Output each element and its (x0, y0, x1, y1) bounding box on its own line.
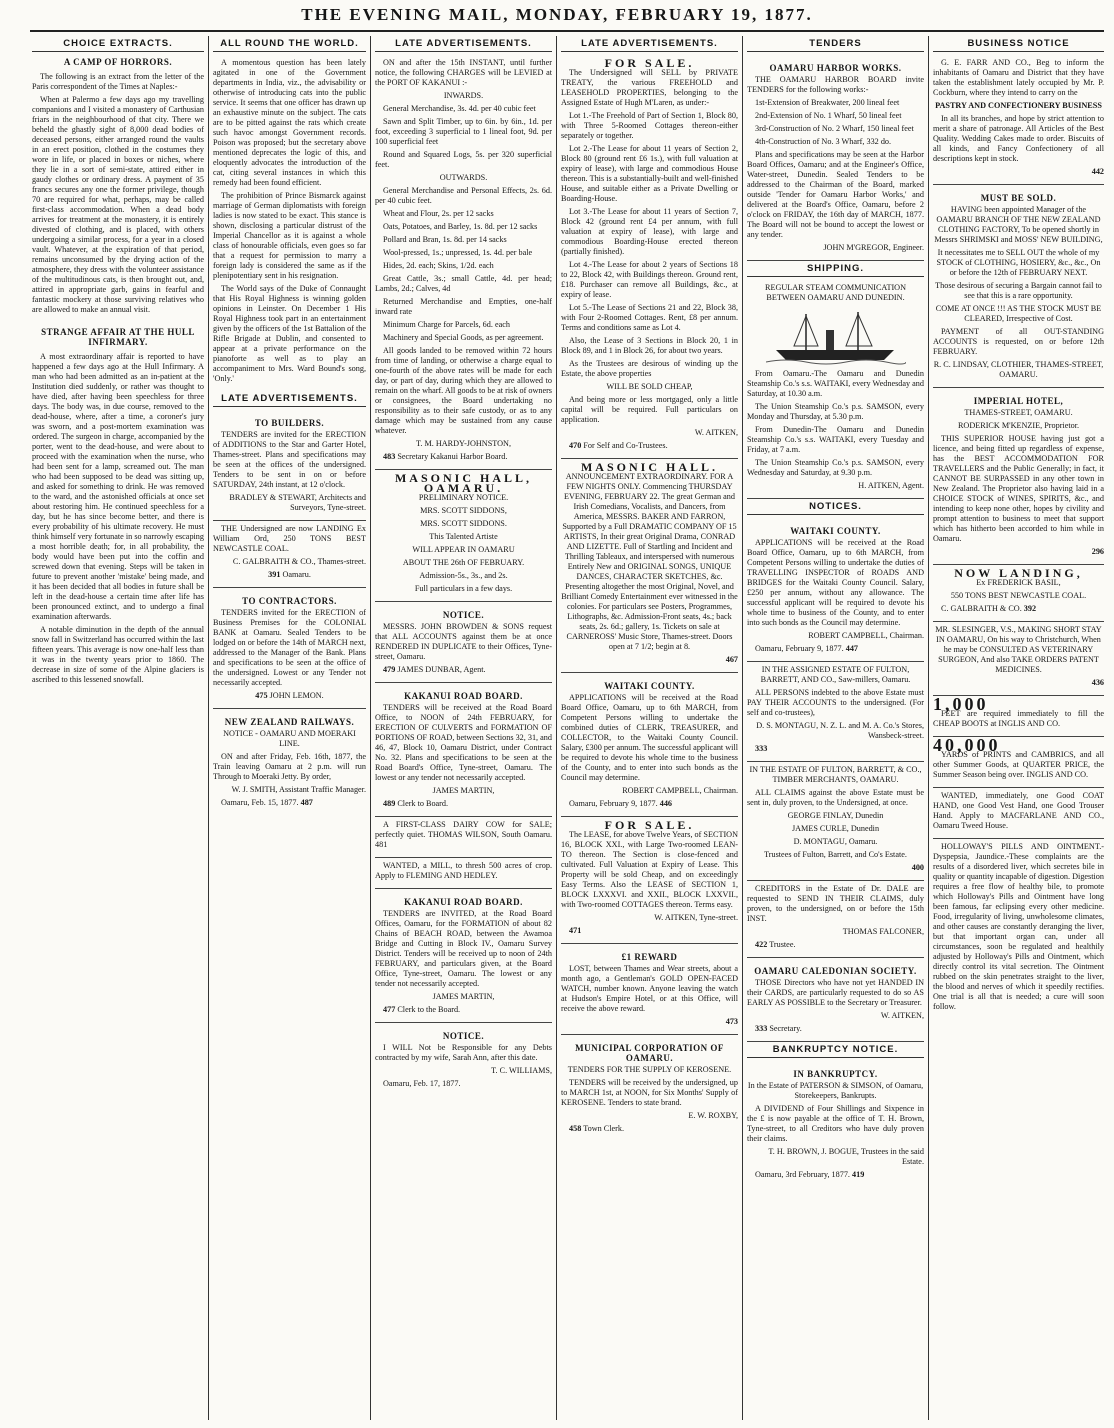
ad-emphasis: COME AT ONCE !!! AS THE STOCK MUST BE CLEARED, Irrespective of Cost. (935, 304, 1102, 323)
ad-number: 458 (569, 1124, 582, 1133)
column-2 (208, 36, 370, 1420)
lot-item: Lot 2.-The Lease for about 11 years of Section 2, Block 80 (ground rent £6 1s.), with full valuation at expiry of lease), with large and commodious House thereon. This is a substantially-built and well-finished House, and suitable either as a Private Dwelling or Boarding-House. (561, 144, 738, 203)
lot-item: Lot 5.-The Lease of Sections 21 and 22, Block 38, with Four 2-Roomed Cottages. Rent, £8 per annum. Terms and conditions same as Lot 4. (561, 303, 738, 332)
ad-now-landing-coal (933, 565, 1104, 622)
ad-body: The LEASE, for above Twelve Years, of SECTION 16, BLOCK XXI., with Large Two-roomed LEAN-TO thereon. The Section is close-fenced and cultivated. Full Valuation at Expiry of Lease. This Property will be sold Cheap, and on exceedingly Easy Terms. Also the LEASE of SECTION 1, BLOCK LXXXVI. and XXII., BLOCK LXXVII., with Two-roomed COTTAGES thereon. Terms easy. (561, 830, 738, 909)
ad-title: TO BUILDERS. (254, 418, 325, 428)
ad-number: 477 (383, 1005, 396, 1014)
ad-number: 479 (383, 665, 396, 674)
ad-steam-communication (747, 280, 924, 499)
ad-body: ALL CLAIMS against the above Estate must be sent in, duly proven, to the Undersigned, at once. (747, 788, 924, 807)
heading-choice-extracts: CHOICE EXTRACTS. (32, 39, 204, 52)
ad-headline: FOR SALE. (604, 818, 695, 832)
ad-masonic-hall-preliminary (375, 470, 552, 602)
ad-must-be-sold (933, 185, 1104, 388)
article-world-news (213, 55, 366, 391)
ad-farr-pastry (933, 55, 1104, 185)
ad-footer: 458 Town Clerk. (569, 1124, 625, 1133)
ad-line: WILL APPEAR IN OAMARU (412, 545, 515, 554)
ad-number: 422 (755, 940, 768, 949)
ad-line: Admission-5s., 3s., and 2s. (419, 571, 508, 580)
ad-body: TENDERS invited for the ERECTION of Business Premises for the COLONIAL BANK at Oamaru. Sealed Tenders to be lodged on or before the 14th of MARCH next, addressed to the Manager of the Bank. Plans and specifications to be seen at the office of the undersigned. Lowest or any Tender not necessarily accepted. (213, 608, 366, 687)
article-hull-infirmary (32, 349, 204, 692)
ad-line: MRS. SCOTT SIDDONS. (420, 519, 507, 528)
ad-number: 467 (725, 655, 738, 664)
ad-railways (213, 709, 366, 815)
ad-headline: NOW LANDING, (954, 566, 1083, 580)
ad-imperial-hotel (933, 388, 1104, 565)
ad-waitaki-county-inspector (747, 518, 924, 662)
ad-kakanui-road-board-beach-road (375, 889, 552, 1023)
heading-all-round-the-world: ALL ROUND THE WORLD. (213, 39, 366, 52)
ad-number: 447 (845, 644, 859, 653)
ad-title: KAKANUI ROAD BOARD. (404, 897, 523, 907)
ad-signature: T. C. WILLIAMS, (491, 1066, 552, 1075)
ad-body: TENDERS will be received by the undersigned, up to MARCH 1st, at NOON, for Six Months' Supply of KEROSENE. Tenders to state brand. (561, 1078, 738, 1107)
ad-signature: T. M. HARDY-JOHNSTON, (416, 439, 511, 448)
lot-item: Lot 3.-The Lease for about 11 years of Section 7, Block 42 (ground rent £4 per annum, with full valuation at expiry of lease), with large and commodious Boarding-House erected thereon (partially finished). (561, 207, 738, 256)
ad-signature: D. MONTAGU, Oamaru. (793, 837, 878, 846)
ad-body: A FIRST-CLASS DAIRY COW for SALE; perfectly quiet. THOMAS WILSON, South Oamaru. 481 (375, 820, 552, 849)
ad-body: TENDERS are INVITED, at the Road Board Offices, Oamaru, for the FORMATION of about 82 Chains of BEACH ROAD, between the Awamoa Bridge and Cutting in Block IV., Oamaru Survey District. Tenders will be received up to noon of 24th FEBRUARY, and particulars given, at the Board Office, Tyne-street, Oamaru. The lowest or any tender not necessarily accepted. (375, 909, 552, 988)
ad-title: NOTICE. (442, 610, 485, 620)
ad-footer: 483 Secretary Kakanui Harbor Board. (383, 452, 508, 461)
ad-caledonian-society (747, 958, 924, 1042)
rate-item: Round and Squared Logs, 5s. per 320 superficial feet. (375, 150, 552, 169)
ad-body: APPLICATIONS will be received at the Road Board Office, Oamaru, up to 6th MARCH, from Competent Persons willing to undertake the combined duties of CLERK, TREASURER, and COLLECTOR, to the Waitaki County Council. Salary, £300 per annum. The successful applicant will be required to devote his whole time to the business of the County, and to enter into such bonds as the Council may determine. (561, 693, 738, 782)
ad-body: Plans and specifications may be seen at the Harbor Board Offices, Oamaru; and at the Engineer's Office, Water-street, Dunedin. Sealed Tenders to be addressed to the Chairman of the Board, marked outside 'Tender for Oamaru Harbor Works,' and delivered at the Board's Office, Oamaru, before 2 o'clock on FRIDAY, the 16th day of MARCH, 1877. The Board will not be bound to accept the lowest or any tender. (747, 150, 924, 239)
ad-body: ANNOUNCEMENT EXTRAORDINARY. FOR A FEW NIGHTS ONLY. Commencing THURSDAY EVENING, FEBRUARY 22. The great German and Irish Comedians, Vocalists, and Dancers, from America, MESSRS. BAKER AND FARRON, Supported by a Full DRAMATIC COMPANY OF 15 ARTISTS, In their great Original Drama, CONRAD AND LIZETTE. Full of Startling and Incident and Thrilling Tableaux, and interspersed with numerous Entirely New and ORIGINAL SONGS, UNIQUE DANCES, CHARACTER SKETCHES, &c. Presenting altogether the most Original, Novel, and Brilliant Comedy Entertainment ever witnessed in the colonies. For particulars see Posters, Programmes, Lithographs, &c. Admission-Front seats, 4s.; back seats, 2s. 6d.; gallery, 1s. Tickets on sale at CARNEROSS' Music Store, Thames-street. Doors open at 7 1/2; begin at 8. (561, 472, 738, 651)
masthead-rule (30, 30, 1104, 32)
ad-emphasis: PASTRY AND CONFECTIONERY BUSINESS (935, 101, 1102, 110)
ad-number: 489 (383, 799, 396, 808)
ad-body: REGULAR STEAM COMMUNICATION BETWEEN OAMARU AND DUNEDIN. (764, 283, 906, 302)
ad-footer (213, 570, 366, 580)
paragraph: The prohibition of Prince Bismarck against marriage of German diplomatists with foreign ladies is now stated to be exact. This stance is shown, disclosing a particular distrust of the Imperial Chancellor as it is against a whole class of honourable officials, even goes so far that a request for permission to marry a foreign lady is considered the same as if the plenipotentiary sent in his resignation. (213, 191, 366, 280)
ad-title: IN THE ESTATE OF FULTON, BARRETT, & CO., TIMBER MERCHANTS, OAMARU. (749, 765, 922, 784)
ad-signature: GEORGE FINLAY, Dunedin (787, 811, 884, 820)
ad-body: THE Undersigned are now LANDING Ex William Ord, 250 TONS BEST NEWCASTLE COAL. (213, 524, 366, 553)
ad-body: Those desirous of securing a Bargain cannot fail to see that this is a rare opportunity. (935, 281, 1102, 300)
ad-signature: BRADLEY & STEWART, Architects and Surveyors, Tyne-street. (229, 493, 366, 512)
ad-headline: MASONIC HALL. (580, 460, 718, 474)
rate-item: Wool-pressed, 1s.; unpressed, 1s. 4d. per bale (383, 248, 533, 257)
ad-body: ON and after the 15th INSTANT, until further notice, the following CHARGES will be LEVIED at the PORT OF KAKANUI :- (375, 58, 552, 87)
ad-signature: JOHN LEMON. (269, 691, 324, 700)
ad-number: 419 (852, 1170, 865, 1179)
ad-footer: 333 Secretary. (755, 1024, 802, 1033)
rate-item: Returned Merchandise and Empties, one-half inward rate (375, 297, 552, 316)
ad-inglis-boots (933, 696, 1104, 737)
ad-number: 296 (1091, 547, 1104, 556)
ad-body: HAVING been appointed Manager of the OAMARU BRANCH OF THE NEW ZEALAND CLOTHING FACTORY, To be opened shortly in Messrs SHRIMSKI and MOSS' NEW BUILDING, (934, 205, 1103, 244)
paragraph: When at Palermo a few days ago my travelling companions and I visited a monastery of Carthusian friars in the neighbourhood of that city. There we beheld the ghastly sight of 8,000 dead bodies of deceased persons, either arranged round the vaults in an erect position, clothed in the costumes they wore in life, or placed in boxes or niches, where they lie in a sort of semi-state, attired either in gaudy clothes or ordinary dress. A payment of 35 francs secures any one the former privilege, though 70 are required for what, perhaps, may be called first-class accommodation. When a dead body arrives for treatment at the monastery, it is entirely divested of clothing, and is placed, with others undergoing a similar process, for a year in a closed vault. Whatever, at the expiration of that period, remains unconsumed by the drying action of the atmosphere, they dress with the volunteer assistance of the multitudinous cats, is then brought out, and, attired in appropriate garb, gains in fearful and fantastic mockery at those surviving relatives who are allowed to make an annual visit. (32, 95, 204, 314)
ad-body: WANTED, immediately, one Good COAT HAND, one Good Vest Hand, one Good Trouser Hand. Apply to MACFARLANE AND CO., Oamaru Tweed House. (933, 791, 1104, 830)
ad-reward (561, 944, 738, 1035)
ad-title: IN BANKRUPTCY. (793, 1069, 878, 1079)
ad-title: KAKANUI ROAD BOARD. (404, 691, 523, 701)
route-item: The Union Steamship Co.'s p.s. SAMSON, every Monday and Thursday, at 5.30 p.m. (747, 402, 924, 421)
ad-kakanui-road-board-culverts (375, 683, 552, 817)
article-title: A CAMP OF HORRORS. (63, 57, 173, 67)
ad-slesinger-vet (933, 622, 1104, 696)
ad-headline: 1,000 (933, 694, 989, 714)
ad-emphasis: WILL BE SOLD CHEAP, (606, 382, 693, 391)
paragraph: A notable diminution in the depth of the annual snow fall in Switzerland has occurred within the last fifteen years. This average is now one-half less than it was in the twenty years prior to 1860. The decrease in size of some of the Alpine glaciers is ascribed to this lessened snowfall. (32, 625, 204, 684)
ad-body: THE OAMARU HARBOR BOARD invite TENDERS for the following works:- (747, 75, 924, 94)
rate-item: General Merchandise, 3s. 4d. per 40 cubic feet (383, 104, 536, 113)
lot-item: Lot 1.-The Freehold of Part of Section 1, Block 80, with Three 5-Roomed Cottages thereon-either separately or together. (561, 111, 738, 140)
rate-item: General Merchandise and Personal Effects, 2s. 6d. per 40 cubic feet. (375, 186, 552, 205)
ad-subheading: TENDERS FOR THE SUPPLY OF KEROSENE. (567, 1065, 732, 1074)
ad-waitaki-county-clerk (561, 673, 738, 817)
ad-body: ON and after Friday, Feb. 16th, 1877, the Train leaving Oamaru at 2 p.m. will run Through to Moeraki Jetty. By order, (213, 752, 366, 781)
ad-wanted-mill (375, 858, 552, 889)
ad-body: WANTED, a MILL, to thresh 500 acres of crop. Apply to FLEMING AND HEDLEY. (375, 861, 552, 880)
ad-body: THOSE Directors who have not yet HANDED IN their CARDS, are particularly requested to do so AS EARLY AS POSSIBLE to the Secretary or Treasurer. (747, 978, 924, 1007)
heading-tenders: TENDERS (747, 39, 924, 52)
ad-body: The Undersigned will SELL by PRIVATE TREATY, the various FREEHOLD and LEASEHOLD PROPERTIES, belonging to the Assigned Estate of Hugh M'Laren, as under:- (561, 68, 738, 107)
ad-for-sale-properties (561, 55, 738, 459)
ad-signature: E. W. ROXBY, (688, 1111, 738, 1120)
ad-number: 473 (725, 1017, 738, 1026)
ad-body: PAYMENT of all OUT-STANDING ACCOUNTS is requested, on or before 12th FEBRUARY. (933, 327, 1104, 356)
ad-headline: MASONIC HALL, OAMARU. (394, 471, 532, 495)
ad-title: WAITAKI COUNTY. (604, 681, 695, 691)
ad-signature: ROBERT CAMPBELL, Chairman. (622, 786, 738, 795)
article-title: STRANGE AFFAIR AT THE HULL INFIRMARY. (41, 327, 195, 347)
paragraph: The following is an extract from the letter of the Paris correspondent of the Times at Naples:- (32, 72, 204, 91)
ad-footer: 489 Clerk to Board. (383, 799, 449, 808)
ad-fulton-barrett-claims (747, 762, 924, 881)
ad-number: 471 (569, 926, 582, 935)
ad-body: TENDERS are invited for the ERECTION of ADDITIONS to the Star and Garter Hotel, Thames-street. Plans and specifications may be seen at the offices of the undersigned. Tenders to be sent in on or before SATURDAY, 24th instant, at 12 o'clock. (213, 430, 366, 489)
ad-subheading: THAMES-STREET, OAMARU. (964, 408, 1073, 417)
ad-title: IN THE ASSIGNED ESTATE OF FULTON, BARRETT, AND CO., Saw-millers, Oamaru. (760, 665, 911, 684)
paragraph: A momentous question has been lately agitated in one of the Government departments in India, viz., the advisability or otherwise of introducing cats into the public service. It seems that one officer has drawn up an exhaustive minute on the subject. The cats are to be pitted against the rats which create such havoc amongst Government records. Poison was proposed; but the secretary above mentioned deprecates the logic of this, and eloquently advocates the introduction of the cat, citing several instances in which this remedy had been found efficient. (213, 58, 366, 187)
ad-body: CREDITORS in the Estate of Dr. DALE are requested to SEND IN THEIR CLAIMS, duly proven, to the undersigned, on or before the 15th INST. (747, 884, 924, 923)
ad-number: 487 (300, 798, 313, 807)
ad-coal-landing (213, 521, 366, 588)
ad-line: ABOUT THE 26th OF FEBRUARY. (402, 558, 525, 567)
ad-date: Oamaru, 3rd February, 1877. 419 (755, 1170, 865, 1179)
ad-body: As the Trustees are desirous of winding up the Estate, the above properties (561, 359, 738, 378)
ad-signature: JAMES MARTIN, (432, 992, 495, 1001)
ad-title: NOTICE. (442, 1031, 485, 1041)
route-item: From Oamaru.-The Oamaru and Dunedin Steamship Co.'s s.s. WAITAKI, every Wednesday and Saturday, at 10.30 a.m. (747, 369, 924, 398)
ad-masonic-hall-extraordinary (561, 459, 738, 673)
ad-title: MUNICIPAL CORPORATION OF OAMARU. (575, 1043, 724, 1063)
column-1 (28, 36, 208, 1420)
ad-body: A DIVIDEND of Four Shillings and Sixpence in the £ is now payable at the office of T. H. Brown, Tyne-street, to all Creditors who have duly proven their claims. (747, 1104, 924, 1143)
route-item: The Union Steamship Co.'s p.s. SAMSON, every Wednesday and Saturday, at 9.30 p.m. (747, 458, 924, 477)
ad-body: FEET are required immediately to fill the CHEAP BOOTS at INGLIS AND CO. (933, 709, 1104, 728)
ad-footer: C. GALBRAITH & CO. 392 (941, 604, 1037, 613)
ad-body: TENDERS will be received at the Road Board Office, to NOON of 24th FEBRUARY, for ERECTION OF CULVERTS and FORMATION OF PORTIONS OF ROAD, between Sections 32, 31, and 46, 47, Block 10, Oamaru District, under Contract No. 32. Plans and specifications to be seen at the Road Board's Office, Tyne-street, Oamaru. The lowest or any tender not necessarily accepted. (375, 703, 552, 782)
ad-subheading: In the Estate of PATERSON & SIMSON, of Oamaru, Storekeepers, Bankrupts. (747, 1081, 924, 1100)
ad-body: 550 TONS BEST NEWCASTLE COAL. (950, 591, 1087, 600)
ad-signature: W. AITKEN, (694, 428, 738, 437)
ad-date: Oamaru, Feb. 17, 1877. (383, 1079, 461, 1088)
tender-item: 3rd-Construction of No. 2 Wharf, 150 lineal feet (755, 124, 914, 133)
ad-subheading: INWARDS. (443, 91, 484, 100)
ad-signature: JAMES CURLE, Dunedin (791, 824, 880, 833)
ad-place: Oamaru. (282, 570, 311, 579)
ad-subheading: PRELIMINARY NOTICE. (418, 493, 509, 502)
tender-item: 4th-Construction of No. 3 Wharf, 332 do. (755, 137, 892, 146)
ad-body: MESSRS. JOHN BROWDEN & SONS request that ALL ACCOUNTS against them be at once RENDERED IN DUPLICATE to their Offices, Tyne-street, Oamaru. (375, 622, 552, 661)
ad-inglis-prints (933, 737, 1104, 788)
ad-footer: 422 Trustee. (755, 940, 796, 949)
heading-bankruptcy-notice: BANKRUPTCY NOTICE. (747, 1045, 924, 1058)
ad-wanted-coat-hand (933, 788, 1104, 839)
ad-body: MR. SLESINGER, V.S., MAKING SHORT STAY IN OAMARU, On his way to Christchurch, When he may be CONSULTED AS VETERINARY SURGEON, And also TAKE ORDERS PATENT MEDICINES. (935, 625, 1102, 674)
rate-item: Sawn and Split Timber, up to 6in. by 6in., 1d. per foot, exceeding 3 superficial to 1 lineal foot, 9d. per 100 superficial feet (375, 117, 552, 146)
ad-headline: FOR SALE. (604, 56, 695, 70)
ad-signature: RODERICK M'KENZIE, Proprietor. (957, 421, 1080, 430)
ad-number: 470 (569, 441, 582, 450)
ad-number: 475 (255, 691, 268, 700)
column-3 (370, 36, 556, 1420)
masthead: THE EVENING MAIL, MONDAY, FEBRUARY 19, 1877. (301, 5, 813, 24)
ad-signature: T. H. BROWN, J. BOGUE, Trustees in the said Estate. (768, 1147, 924, 1166)
rate-item: Machinery and Special Goods, as per agreement. (383, 333, 544, 342)
ad-to-builders (213, 410, 366, 521)
ad-signature: W. J. SMITH, Assistant Traffic Manager. (231, 785, 366, 794)
ad-footer: 479 JAMES DUNBAR, Agent. (383, 665, 486, 674)
ad-number: 391 (268, 570, 281, 579)
ad-body: In all its branches, and hope by strict attention to merit a share of patronage. All Articles of the Best Quality. Wedding Cakes made to order. Biscuits of all kinds, and Fancy Confectionery of all descriptions kept in stock. (933, 114, 1104, 163)
ad-body: APPLICATIONS will be received at the Road Board Office, Oamaru, up to 6th MARCH, from Competent Persons willing to undertake the duties of TRAVELLING INSPECTOR of ROADS AND BRIDGES for the Waitaki County Council. Salary, £250 per annum, without any allowance. The successful applicant will be required to devote his whole time to business of the County, and to enter into such bonds as the Council may determine. (747, 538, 924, 627)
ad-harbor-works (747, 55, 924, 261)
ad-body: All goods landed to be removed within 72 hours from time of landing, or otherwise a charge equal to one-fourth of the above rates will be made for each day, or part of day, during which they are allowed to remain on the wharf. All goods to be at risk of owners or consignees, the Board undertaking no responsibility as to their safe custody, or as to any damage which may be sustained from any cause whatever. (375, 346, 552, 435)
ad-body: HOLLOWAY'S PILLS AND OINTMENT.-Dyspepsia, Jaundice.-These complaints are the results of a disordered liver, which secretes bile in quality or quantity incapable of digestion. Digestion requires a free flow of healthy bile, to promote which Holloway's Pills and Ointment have long been famous, far eclipsing every other medicine. Food, irregularity of living, unwholesome climates, and other causes are constantly deranging the liver, but that important organ can, under all circumstances, soon be regulated and healthily adjusted by Holloway's Pills and Ointment, which directly control its vital secretion. The Ointment rubbed on the skin penetrates straight to the liver, the blood and nerves of which it speedily rectifies. One trial is all that is needed; a cure will soon follow. (933, 842, 1104, 1011)
ad-signature: ROBERT CAMPBELL, Chairman. (808, 631, 924, 640)
ad-footer (213, 691, 366, 701)
rate-item: Minimum Charge for Parcels, 6d. each (383, 320, 510, 329)
rate-item: Wheat and Flour, 2s. per 12 sacks (383, 209, 494, 218)
paragraph: The World says of the Duke of Connaught that His Royal Highness is winning golden opinions in Leinster. On December 1 His Royal Highness took part in an entertainment given by the officers of the 1st Battalion of the Rifle Brigade at Dublin, and consented to appear at a private performance on the pianoforte as well as to play an accompaniment to Mrs. Ward Bound's song, 'Only.' (213, 284, 366, 383)
ad-title: WAITAKI COUNTY. (790, 526, 881, 536)
ad-signature: Trustees of Fulton, Barrett, and Co's Estate. (764, 850, 907, 859)
ad-subtitle: NOTICE - OAMARU AND MOERAKI LINE. (223, 729, 356, 748)
ad-title: £1 REWARD (621, 952, 678, 962)
heading-notices: NOTICES. (747, 502, 924, 515)
ad-number: 400 (911, 863, 924, 872)
ad-body: THIS SUPERIOR HOUSE having just got a licence, and being fitted up regardless of expense, has the BEST ACCOMMODATION FOR TRAVELLERS and the Public Generally; in fact, it CANNOT BE SURPASSED in any other town in New Zealand. The Proprietor also having laid in a CHOICE STOCK of WINES, SPIRITS, &c., and intending to keep none other, hopes by civility and prompt attention to business to meet that support which has hitherto been accorded to him while in Oamaru. (933, 434, 1104, 543)
ad-signature: W. AITKEN, Tyne-street. (654, 913, 738, 922)
ad-footer: 477 Clerk to the Board. (383, 1005, 461, 1014)
ad-body: G. E. FARR AND CO., Beg to inform the inhabitants of Oamaru and District that they have taken the establishment lately occupied by Mr. P. Cockburn, where they intend to carry on the (933, 58, 1104, 97)
rate-item: Oats, Potatoes, and Barley, 1s. 8d. per 12 sacks (383, 222, 538, 231)
ad-subheading: OUTWARDS. (439, 173, 488, 182)
ad-line: MRS. SCOTT SIDDONS, (420, 506, 507, 515)
rate-item: Hides, 2d. each; Skins, 1/2d. each (383, 261, 494, 270)
ad-number: 446 (659, 799, 673, 808)
ad-signature: THOMAS FALCONER, (842, 927, 924, 936)
column-4 (556, 36, 742, 1420)
ad-bankruptcy (747, 1061, 924, 1187)
ad-signature: H. AITKEN, Agent. (858, 481, 924, 490)
ad-body: YARDS of PRINTS and CAMBRICS, and all other Summer Goods, at QUARTER PRICE, the Summer Season being over. INGLIS AND CO. (933, 750, 1104, 779)
rate-item: Great Cattle, 3s.; small Cattle, 4d. per head; Lambs, 2d.; Calves, 4d (375, 274, 552, 293)
lot-item: Lot 4.-The Lease for about 2 years of Sections 18 to 22, Block 42, with Buildings thereon. Ground rent, £18. Purchaser can remove all Buildings, &c., at expiry of lease. (561, 260, 738, 299)
ad-date: Oamaru, February 9, 1877. 446 (569, 799, 673, 808)
rate-item: Pollard and Bran, 1s. 8d. per 14 sacks (383, 235, 507, 244)
ad-line: This Talented Artiste (429, 532, 498, 541)
ad-number: 333 (755, 744, 768, 753)
ad-body: I WILL Not be Responsible for any Debts contracted by my wife, Sarah Ann, after this date. (375, 1043, 552, 1062)
article-camp-of-horrors (32, 69, 204, 322)
ad-date: Oamaru, Feb. 15, 1877. 487 (221, 798, 313, 807)
ad-creditors-dale (747, 881, 924, 958)
ad-signature: JAMES MARTIN, (432, 786, 495, 795)
ad-dairy-cow (375, 817, 552, 858)
heading-business-notice: BUSINESS NOTICE (933, 39, 1104, 52)
tender-item: 2nd-Extension of No. 1 Wharf, 50 lineal feet (755, 111, 902, 120)
ad-signature: C. GALBRAITH & CO., Thames-street. (232, 557, 366, 566)
ad-title: NEW ZEALAND RAILWAYS. (224, 717, 355, 727)
ad-body: ALL PERSONS indebted to the above Estate must PAY THEIR ACCOUNTS to the undersigned. (For self and co-trustees), (747, 688, 924, 717)
ad-number: 436 (1091, 678, 1104, 687)
paragraph: A most extraordinary affair is reported to have happened a few days ago at the Hull Infirmary. A man who had been admitted as an in-patient at the Institution died suddenly, or rather was thought to have died, after having been speechless for three days. The body was, in due course, removed to the dead-house, where, after a time, a coroner's jury was sworn, and a post-mortem examination was ordered. The surgeon in charge, accompanied by the porter, went to the dead-house, and were about to proceed with the examination when the nurse, who had been sent for a lamp, screamed out. The man who had been supposed to be dead was sitting up, and asked for something to drink. He was removed to the ward, and the astonished officials at once set about restoring him. He continued speechless for a day, but he has since become better, and there is every probability of his ultimate recovery. He must think himself very fortunate in so narrowly escaping a most horrible death; for, in all probability, the body would have been put into the coffin and screwed down that evening. Steps will be taken in future to prevent another 'mistake' being made, and it has been decided that all bodies in future shall be left in the dead-house a certain time after life has been pronounced extinct, and to undergo a final examination afterwards. (32, 352, 204, 621)
steamship-icon (766, 306, 906, 366)
ad-body: Also, the Lease of 3 Sections in Block 20, 1 in Block 89, and 1 in Block 26, for about two years. (561, 336, 738, 355)
column-6 (928, 36, 1108, 1420)
ad-notice-debts (375, 1023, 552, 1096)
ad-number: 442 (1091, 167, 1104, 176)
ad-subheading: Ex FREDERICK BASIL, (976, 578, 1061, 587)
ad-to-contractors (213, 588, 366, 709)
ad-for-sale-lease (561, 817, 738, 944)
ad-municipal-kerosene (561, 1035, 738, 1141)
ad-body: And being more or less mortgaged, only a little capital will be required. Full particulars on application. (561, 395, 738, 424)
ad-signature: JOHN M'GREGOR, Engineer. (823, 243, 924, 252)
column-5 (742, 36, 928, 1420)
ad-body: It necessitates me to SELL OUT the whole of my STOCK of CLOTHING, HOSIERY, &c., &c., On or before the 12th of FEBRUARY NEXT. (936, 248, 1101, 277)
ad-headline: 40,000 (933, 735, 1001, 755)
ad-fulton-barrett-accounts (747, 662, 924, 762)
ad-number: 483 (383, 452, 396, 461)
ad-title: OAMARU HARBOR WORKS. (769, 63, 902, 73)
ad-number: 392 (1023, 604, 1037, 613)
ad-date: Oamaru, February 9, 1877. 447 (755, 644, 859, 653)
heading-late-advertisements: LATE ADVERTISEMENTS. (213, 394, 366, 407)
heading-late-advertisements: LATE ADVERTISEMENTS. (561, 39, 738, 52)
ad-signature: W. AITKEN, (880, 1011, 924, 1020)
ad-port-charges (375, 55, 552, 470)
ad-footer: 470 For Self and Co-Trustees. (569, 441, 668, 450)
ad-signature: R. C. LINDSAY, CLOTHIER, THAMES-STREET, OAMARU. (933, 360, 1104, 379)
tender-item: 1st-Extension of Breakwater, 200 lineal feet (755, 98, 900, 107)
ad-line: Full particulars in a few days. (414, 584, 513, 593)
ad-holloways-pills (933, 839, 1104, 1019)
heading-shipping: SHIPPING. (747, 264, 924, 277)
ad-title: TO CONTRACTORS. (242, 596, 337, 606)
ad-title: IMPERIAL HOTEL, (973, 396, 1064, 406)
ad-body: LOST, between Thames and Wear streets, about a month ago, a Gentleman's GOLD OPEN-FACED WATCH, number known. Anyone leaving the watch at Hudson's Empire Hotel, or at this Office, will receive the above reward. (561, 964, 738, 1013)
ad-title: MUST BE SOLD. (980, 193, 1057, 203)
heading-late-advertisements: LATE ADVERTISEMENTS. (375, 39, 552, 52)
route-item: From Dunedin-The Oamaru and Dunedin Steamship Co.'s s.s. WAITAKI, every Tuesday and Friday, at 7 a.m. (747, 425, 924, 454)
ad-notice-accounts (375, 602, 552, 683)
ad-number: 333 (755, 1024, 768, 1033)
ad-title: OAMARU CALEDONIAN SOCIETY. (754, 966, 917, 976)
ad-signature: D. S. MONTAGU, N. Z. L. and M. A. Co.'s Stores, Wansbeck-street. (756, 721, 924, 740)
